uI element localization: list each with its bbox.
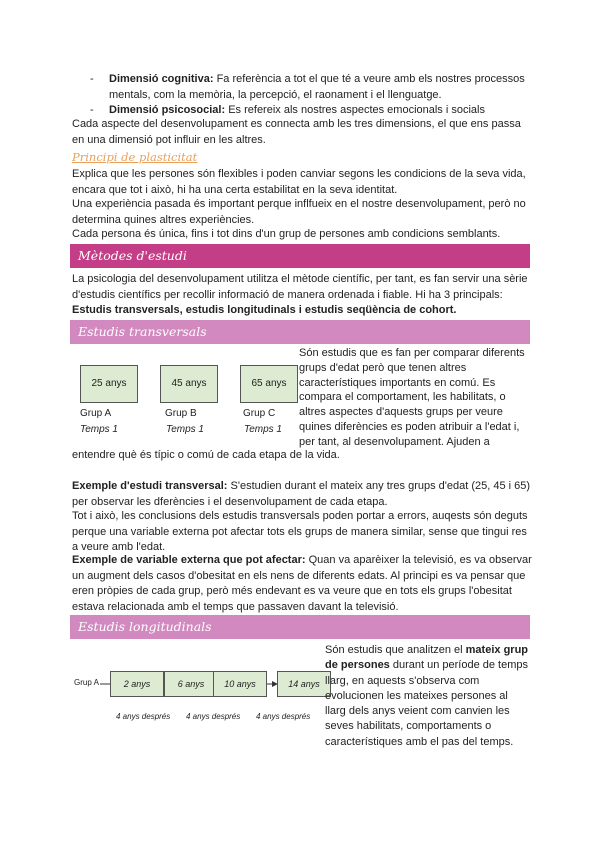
gap-label: 4 anys després — [186, 712, 241, 721]
transversal-limitations: Tot i això, les conclusions dels estudis transversals poden portar a errors, auqests són deguts perque una variable externa pot afectar tots els grups de manera similar, sense que tingui res a veure amb l'edat. — [72, 510, 528, 553]
methods-bold: Estudis transversals, estudis longitudinals i estudis seqüència de cohort. — [72, 304, 457, 316]
plasticity-p3: Cada persona és única, fins i tot dins d'un grup de persones amb condicions semblants. — [72, 228, 501, 240]
group-label: Grup B — [165, 408, 197, 419]
methods-section-band — [70, 244, 530, 268]
age-box: 45 anys — [160, 365, 218, 403]
methods-paragraph — [72, 272, 532, 319]
plasticity-p1: Explica que les persones són flexibles i poden canviar segons les condicions de la seva vida, encara que tot i això, hi ha una certa estabilitat en la seva identitat. — [72, 168, 526, 196]
gap-label: 4 anys després — [256, 712, 311, 721]
group-label: Grup A — [80, 408, 112, 419]
age-box: 6 anys — [164, 671, 218, 697]
methods-section-title: Mètodes d'estudi — [78, 248, 187, 263]
dimensions-paragraph: Cada aspecte del desenvolupament es connecta amb les tres dimensions, el que ens passa en una dimensió pot influir en les altres. — [72, 118, 521, 146]
transversal-section-band — [70, 320, 530, 344]
transversal-section-title: Estudis transversals — [78, 324, 207, 339]
methods-text: La psicologia del desenvolupament utilitza el mètode científic, per tant, es fan servir una sèrie d'estudis científics per recollir informació de manera ordenada i fiable. Hi ha 3 principals: — [72, 273, 528, 301]
variable-text: Quan va aparèixer la televisió, es va observar un augment dels casos d'obesitat en els nens de diferents edats. Al principi es va pensar que eren pròpies de cada grup, però més endevant es va veure que en tots els grups l'obesitat estava relacionada amb el temps que passaven davant la televisió. — [72, 554, 532, 613]
group-label: Grup A — [74, 678, 99, 687]
longitudinal-section-title: Estudis longitudinals — [78, 619, 212, 634]
bullet-title: Dimensió cognitiva: — [109, 73, 214, 85]
external-variable-example — [72, 553, 532, 615]
plasticity-p2: Una experiència pasada és important perque inflfueix en el nostre desenvolupament, però no determina quines altres experiències. — [72, 198, 526, 226]
age-box: 65 anys — [240, 365, 298, 403]
transversal-example — [72, 479, 532, 510]
longitudinal-bold: mateix grup de persones — [325, 644, 529, 672]
example-text: S'estudien durant el mateix any tres grups d'edat (25, 45 i 65) per observar les dferències i el desenvolupament de cada etapa. — [72, 480, 531, 508]
transversal-side-text: Són estudis que es fan per comparar diferents grups d'edat però que tenen altres característiques importants en comú. Es compara el comportament, les habilitats, o altres aspectes d'aquests grups per veure quines diferències es poden atribuir a l'edat i, per tant, al desenvolupament. Ajuden a — [299, 347, 525, 448]
transversal-cont-text: entendre què és típic o comú de cada etapa de la vida. — [72, 449, 340, 461]
age-box: 25 anys — [80, 365, 138, 403]
longitudinal-text — [325, 643, 530, 750]
time-label: Temps 1 — [80, 424, 118, 435]
variable-title: Exemple de variable externa que pot afectar: — [72, 554, 306, 566]
gap-label: 4 anys després — [116, 712, 171, 721]
longitudinal-section-band — [70, 615, 530, 639]
time-label: Temps 1 — [166, 424, 204, 435]
example-title: Exemple d'estudi transversal: — [72, 480, 228, 492]
time-label: Temps 1 — [244, 424, 282, 435]
longitudinal-t1: Són estudis que analitzen el — [325, 644, 466, 656]
longitudinal-t2: durant un període de temps llarg, en aquests s'observa com evolucionen les mateixes persones al llarg dels anys veient com canvien les seves habilitats, comportaments o característiques amb el pas del temps. — [325, 659, 529, 748]
bullet-text: Fa referència a tot el que té a veure amb els nostres processos mentals, com la memòria, la percepció, el raonament i el llenguatge. — [109, 73, 525, 101]
age-box: 10 anys — [213, 671, 267, 697]
plasticity-heading: Principi de plasticitat — [72, 150, 198, 164]
age-box: 14 anys — [277, 671, 331, 697]
bullet-text: Es refereix als nostres aspectes emocionals i socials — [225, 104, 485, 116]
group-label: Grup C — [243, 408, 276, 419]
age-box: 2 anys — [110, 671, 164, 697]
bullet-title: Dimensió psicosocial: — [109, 104, 226, 116]
